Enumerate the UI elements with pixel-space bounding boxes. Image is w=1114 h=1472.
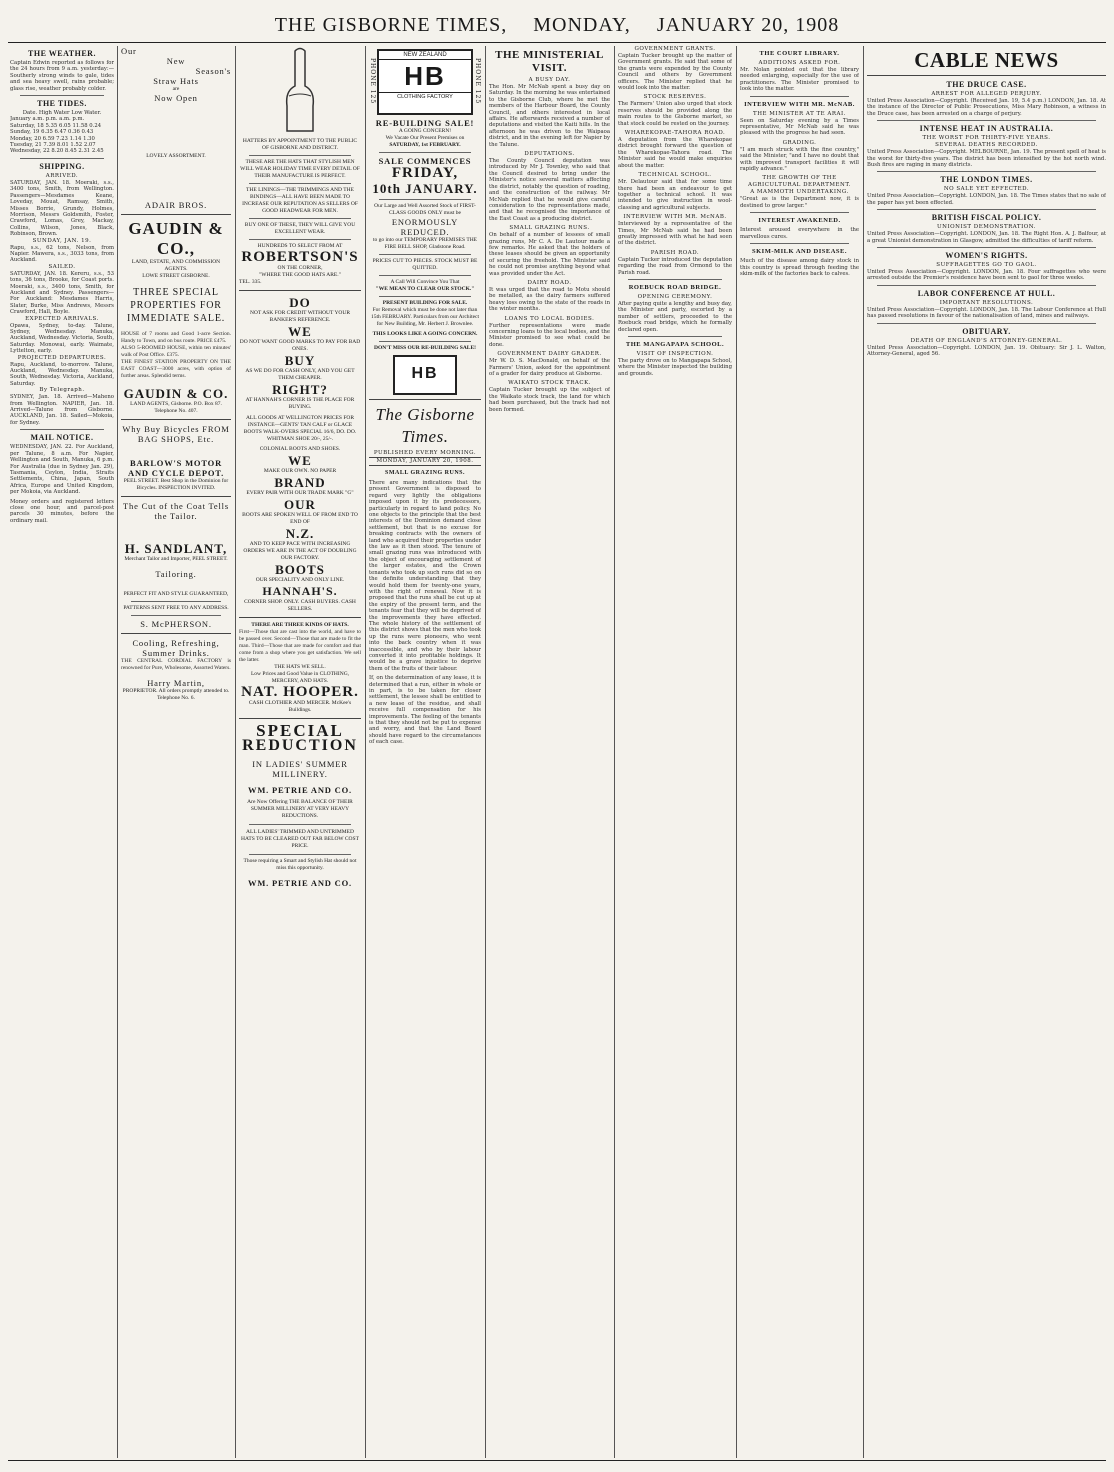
sale-commences: SALE COMMENCES (378, 156, 472, 166)
dont-miss: DON'T MISS OUR RE-BUILDING SALE! (374, 345, 476, 351)
druce-text: United Press Association—Copyright. (Received Jan. 19, 5.4 p.m.) LONDON, Jan. 18. At the instance of the Director of Public Prosecutions, Miss Mary Robinson, a witness in the Druce case, has been arrested on a charge of perjury. (867, 98, 1106, 117)
boots-text: OUR SPECIALITY AND ONLY LINE. (255, 577, 345, 584)
masthead (0, 14, 1114, 40)
petrie-title: WM. PETRIE AND CO. (248, 785, 352, 796)
tides-heading: THE TIDES. (37, 99, 87, 109)
growth-heading: THE GROWTH OF THE AGRICULTURAL DEPARTMENT. (748, 175, 851, 189)
column-divider (117, 46, 118, 1458)
labor-subheading: IMPORTANT RESOLUTIONS. (939, 299, 1034, 306)
waikato-text: Captain Tucker brought up the subject of the Waikato stock track, the land for which had been purchased, but the track had not been formed. (489, 387, 610, 413)
skim-text: Much of the disease among dairy stock in this country is spread through feeding the skim-milk of the factories back to calves. (740, 258, 859, 277)
tides-row: Sunday, 19 6.35 6.47 0.36 0.43 (10, 129, 94, 136)
parish-text: Captain Tucker introduced the deputation regarding the road from Ormond to the Parish road. (618, 256, 732, 276)
paper-day: MONDAY, (533, 14, 631, 36)
lovely-assortment: LOVELY ASSORTMENT. (146, 153, 206, 159)
heat-text: United Press Association—Copyright. MELBOURNE, Jan. 19. The present spell of heat is the worst for thirty-five years. The district has been intensified by the hot north wind. Bush fires are raging in many districts. (867, 149, 1106, 169)
hannahs-title: HANNAH'S. (262, 584, 338, 599)
requiring-text: Those requiring a Smart and Stylish Hat should not miss this opportunity. (243, 858, 357, 872)
cooling-heading: Cooling, Refreshing, Summer Drinks. (132, 638, 220, 658)
three-properties: THREE SPECIAL PROPERTIES FOR IMMEDIATE SALE. (126, 287, 226, 324)
heat-subheading-2: SEVERAL DEATHS RECORDED. (935, 142, 1038, 149)
robertson-ad (239, 46, 361, 286)
go-into: to go into our TEMPORARY PREMISES THE FIRE BELL SHOP, Gladstone Road. (372, 237, 478, 250)
skim-heading: SKIM-MILK AND DISEASE. (752, 248, 847, 256)
phone-label-left: PHONE 125 (369, 58, 376, 105)
barlow-subtitle: PEEL STREET. Best Shop in the Dominion for Bicycles. INSPECTION INVITED. (123, 478, 229, 491)
buy-text: AS WE DO FOR CASH ONLY, AND YOU GET THEM CHEAPER. (245, 368, 355, 382)
interview2-subheading: THE MINISTER AT TE ARAI. (753, 110, 846, 117)
column-divider (863, 46, 864, 1458)
sunday-heading: SUNDAY, JAN. 19. (32, 237, 92, 244)
ministerial-visit-heading: THE MINISTERIAL VISIT. (495, 49, 604, 74)
stock-heading: STOCK RESERVES. (643, 94, 707, 101)
do-word: DO (289, 295, 311, 311)
hb-logo-small (393, 355, 457, 395)
technical-text: Mr. Delautour said that for some time there had been an endeavour to get together a technical school. It was intended to give instruction in wool-classing and agricultural subjects. (618, 179, 732, 211)
present-building: PRESENT BUILDING FOR SALE. (382, 300, 468, 306)
column-1 (10, 46, 114, 1458)
on-corner: ON THE CORNER, (277, 265, 323, 272)
cordial-ad (121, 638, 231, 702)
grants-heading: GOVERNMENT GRANTS. (634, 46, 716, 52)
column-5 (489, 46, 610, 1458)
tides-table (10, 116, 114, 154)
druce-heading: THE DRUCE CASE. (946, 80, 1027, 89)
wharekopae-text: A deputation from the Wharekopae district brought forward the question of the Wharekopae-Tahora road. The Minister said he would make enquiries about the matter. (618, 137, 732, 169)
technical-heading: TECHNICAL SCHOOL. (638, 172, 712, 179)
dairy-heading: GOVERNMENT DAIRY GRADER. (497, 351, 602, 358)
tides-row: Monday, 20 6.59 7.23 1.14 1.30 (10, 135, 95, 142)
gaudin-address: LOWE STREET GISBORNE. (142, 273, 210, 279)
phone-label-right: PHONE 125 (474, 58, 481, 105)
right-word: RIGHT? (272, 382, 328, 398)
published-line: PUBLISHED EVERY MORNING. (373, 450, 477, 456)
sale-friday: FRIDAY, (391, 165, 459, 181)
opening-text: After paying quite a lengthy and busy day, the Minister and party, escorted by a number of settlers, proceeded to the Roebuck road bridge, which he formally declared open. (618, 300, 732, 333)
loans-text: Further representations were made concerning loans to the local bodies, and the Minister promised to see what could be done. (489, 322, 610, 348)
hb-clothing: CLOTHING FACTORY (379, 92, 471, 101)
enormously-reduced: ENORMOUSLY REDUCED. (391, 217, 459, 237)
special-word: SPECIAL (256, 721, 344, 741)
paper-title: THE GISBORNE TIMES, (274, 14, 508, 36)
column-divider (235, 46, 236, 1458)
fiscal-subheading: UNIONIST DEMONSTRATION. (937, 224, 1036, 231)
roads-text: It was urged that the road to Motu should be metalled, as the dairy farmers suffered heavy loss owing to the state of the roads in the winter months. (489, 286, 610, 313)
times-date: MONDAY, JANUARY 20, 1908. (369, 457, 481, 466)
property-item: HOUSE of 7 rooms and Good 1-acre Section. Handy to Town, and on bus route. PRICE £475. (121, 331, 231, 344)
interest-text: Interest aroused everywhere in the marvellous cures. (740, 227, 859, 240)
hand-hat-illustration (275, 46, 325, 136)
column-divider (485, 46, 486, 1458)
interview2-heading: INTERVIEW WITH MR. McNAB. (744, 100, 855, 108)
fiscal-heading: BRITISH FISCAL POLICY. (931, 213, 1042, 223)
heat-subheading: THE WORST FOR THIRTY-FIVE YEARS. (922, 135, 1051, 142)
grazing-text: There are many indications that the present Government is disposed to regard very lightly the obligations imposed upon it by its predecessors, particularly in regard to land policy. No one objects to the principle that the best interests of the Dominion demand close settlement, but that is no excuse for breaking contracts with the owners of land who acquired their properties under the law as it then stood. The tenure of small grazing runs was introduced with the object of encouraging settlement of the larger estates, and the Crown tenants who took up such runs did so on the definite understanding that they would hold them for twenty-one years, with the right of renewal. Now it is proposed that the runs shall be cut up at the expiry of the present term, and the tenants fear that they will be deprived of the improvements they have effected. The whole history of the settlement of this district shows that the men who took up the runs were pioneers, who went into the back country when it was inaccessible, and who by their labour converted it into profitable holdings. It would be a grave injustice to deprive them of the fruits of their labour. (369, 480, 481, 672)
hooper-title: NAT. HOOPER. (241, 684, 359, 701)
cable-news-heading: CABLE NEWS (914, 48, 1059, 72)
busy-text: The Hon. Mr McNab spent a busy day on Saturday. In the morning he was entertained to the Gisborne Club, where he met the members of the Harbour Board, the County Council, and others interested in local affairs. He afterwards received a number of deputations and visited the Kaiti hills. In the afternoon he was driven to the Waipaoa district, and in the evening left for Napier by the Talune. (489, 84, 610, 148)
parish-heading: PARISH ROAD. (650, 249, 700, 256)
mcpherson: S. McPHERSON. (140, 619, 212, 629)
our-word: OUR (284, 497, 316, 513)
sandlant-ad (121, 501, 231, 629)
column-divider (614, 46, 615, 1458)
telegraph-heading: By Telegraph. (39, 387, 85, 394)
bottom-rule (8, 1460, 1106, 1461)
interview2-text: Seen on Saturday evening by a Times representative, Mr McNab said he was pleased with the progress he had seen. (740, 117, 859, 137)
going-concern: A GOING CONCERN! (398, 128, 452, 134)
hb-letters-small: HB (411, 365, 439, 382)
mean-clear: "WE MEAN TO CLEAR OUR STOCK." (375, 286, 475, 292)
expected-heading: EXPECTED ARRIVALS. (25, 315, 99, 322)
women-text: United Press Association—Copyright. LONDON, Jan. 18. Four suffragettes who were arrested outside the Premier's residence have been sent to gaol for three weeks. (867, 269, 1106, 282)
court-heading: THE COURT LIBRARY. (759, 50, 840, 57)
tides-row: Wednesday, 22 8.20 8.45 2.31 2.45 (10, 148, 104, 155)
three-kinds-text: First—Those that are cast into the world, and have to be passed over. Second—Those that are made to fit the man. Third—Those that are made for comfort and that come from a shop where you get satisfaction. We sell the latter. (239, 629, 361, 664)
cordial-text: THE CENTRAL CORDIAL FACTORY is renowned for Pure, Wholesome, Assorted Waters. (121, 658, 231, 671)
deputations-text: The County Council deputation was introduced by Mr J. Townley, who said that the Council desired to bring under the Minister's notice several matters affecting the district, notably the question of roading, and the construction of the railway. Mr McNab replied that he would give careful consideration to the representations made, and that he recognised the importance of the East Coast as a producing district. (489, 158, 610, 222)
boots-word: BOOTS (275, 562, 325, 578)
call-convince: A Call Will Convince You That (390, 279, 460, 285)
money-orders-text: Money orders and registered letters close one hour, and parcel-post parcels 30 minutes, before the ordinary mail. (10, 498, 114, 524)
we-word: WE (288, 324, 312, 340)
top-rule (8, 42, 1106, 43)
grazing2-heading: SMALL GRAZING RUNS. (509, 225, 590, 232)
tides-row: January a.m. p.m. a.m. p.m. (10, 116, 85, 123)
brand-word: BRAND (274, 475, 326, 491)
reduction-word: REDUCTION (242, 737, 358, 755)
fiscal-text: United Press Association—Copyright. LONDON, Jan. 18. The Right Hon. A. J. Balfour, at a great Unionist demonstration in Glasgow, admitted the difficulties of tariff reform. (867, 231, 1106, 244)
hatters-appointment: HATTERS BY APPOINTMENT TO THE PUBLIC OF GISBORNE AND DISTRICT. (242, 138, 358, 152)
loans-heading: LOANS TO LOCAL BODIES. (504, 315, 595, 322)
heat-heading: INTENSE HEAT IN AUSTRALIA. (919, 124, 1054, 134)
property-item: THE FINEST STATION PROPERTY ON THE EAST COAST—3000 acres, with option of further areas. Splendid terms. (121, 359, 231, 379)
grading-heading: GRADING. (782, 139, 817, 146)
obituary-subheading: DEATH OF ENGLAND'S ATTORNEY-GENERAL. (910, 337, 1063, 344)
season-line: New (166, 56, 186, 66)
column-divider (736, 46, 737, 1458)
projected-heading: PROJECTED DEPARTURES. (17, 354, 107, 361)
column-divider (365, 46, 366, 1458)
court-subheading: ADDITIONS ASKED FOR. (758, 60, 841, 66)
sandlant-title: H. SANDLANT, (124, 541, 228, 556)
visit-text: The party drove on to Mangapapa School, where the Minister inspected the building and grounds. (618, 358, 732, 377)
gaudin-title: GAUDIN & CO., (128, 219, 224, 258)
ladies-millinery: IN LADIES' SUMMER MILLINERY. (252, 759, 348, 780)
removal-text: For Removal which must be done not later than 15th FEBRUARY. Particulars from our Architect for New Building, Mr. Herbert J. Brownlee. (370, 307, 480, 327)
buy-one-text: BUY ONE OF THESE, THEY WILL GIVE YOU EXCELLENT WEAR. (244, 222, 356, 236)
grazing-text-2: If, on the determination of any lease, it is determined that a run, either in whole or in part, is to be taken for closer settlement, the lessee shall be entitled to a new lease of the residue, and shall receive full compensation for his improvements. The feeling of the tenants is that they should not be put to expense and worry, and that the Land Board should have regard to the circumstances of each case. (369, 675, 481, 746)
prices-cut: PRICES CUT TO PIECES. STOCK MUST BE QUITTED. (372, 258, 478, 271)
right-text: AT HANNAH'S CORNER IS THE PLACE FOR BUYING. (245, 397, 355, 411)
times-heading: The Gisborne Times. (375, 405, 475, 446)
do-text: NOT ASK FOR CREDIT WITHOUT YOUR BANKER'S REFERENCE. (249, 310, 351, 324)
all-ladies: ALL LADIES' TRIMMED AND UNTRIMMED HATS TO BE CLEARED OUT FAR BELOW COST PRICE. (241, 829, 359, 850)
gaudin-title-2: GAUDIN & CO. (123, 386, 229, 401)
nz-word: N.Z. (285, 526, 315, 542)
why-buy: Why Buy Bicycles FROM BAG SHOPS, Etc. (122, 424, 230, 444)
times-news-heading: THE LONDON TIMES. (940, 175, 1033, 185)
column-3 (239, 46, 361, 1458)
telegraph-text: SYDNEY, Jan. 18. Arrived—Maheno from Wellington. NAPIER, Jan. 18. Arrived—Talune from Gisborne. AUCKLAND, Jan. 18. Sailed—Mokoia, for Sydney. (10, 394, 114, 426)
buy-word: BUY (284, 353, 316, 369)
adair-bros: ADAIR BROS. (144, 200, 208, 210)
tides-columns: Date. High Water Low Water. (22, 110, 102, 117)
three-kinds-heading: THERE ARE THREE KINDS OF HATS. (251, 622, 349, 629)
hb-letters: HB (404, 61, 446, 91)
season-line: Now Open (154, 93, 198, 103)
grazing-heading: SMALL GRAZING RUNS. (384, 470, 465, 476)
waikato-heading: WAIKATO STOCK TRACK. (508, 380, 591, 387)
rebuilding-sale: RE-BUILDING SALE! (375, 118, 475, 128)
times-news-text: United Press Association—Copyright. LONDON, Jan. 18. The Times states that no sale of the paper has yet been effected. (867, 193, 1106, 206)
labor-text: United Press Association—Copyright. LONDON, Jan. 18. The Labour Conference at Hull has passed resolutions in favour of the nationalisation of land, mines and railways. (867, 306, 1106, 320)
sunday-text: Rapu, s.s., 62 tons, Nelson, from Napier. Mawera, s.s., 3033 tons, from Auckland. (10, 244, 114, 264)
saturday-feb: SATURDAY, 1st FEBRUARY. (389, 142, 461, 148)
busy-day: A BUSY DAY. (528, 77, 571, 83)
straw-hats-ad (121, 46, 231, 210)
shipping-heading: SHIPPING. (39, 161, 85, 171)
grading-text: "I am much struck with the fine country," said the Minister, "and I have no doubt that with improved transport facilities it will rapidly advance." (740, 146, 859, 173)
opening-heading: OPENING CEREMONY. (637, 293, 713, 300)
roads-heading: DAIRY ROAD. (527, 279, 572, 286)
tel-number: TEL. 335. (239, 279, 262, 286)
hb-logo (377, 49, 473, 115)
barlow-ad (121, 424, 231, 492)
tides-row: Saturday, 18 5.35 6.05 11.58 0.24 (10, 122, 102, 129)
season-line: Season's (195, 66, 231, 76)
perfect-fit: PERFECT FIT AND STYLE GUARANTEED, (123, 591, 229, 597)
nz-text: AND TO KEEP PACE WITH INCREASING ORDERS WE ARE IN THE ACT OF DOUBLING OUR FACTORY. (243, 541, 357, 562)
women-heading: WOMEN'S RIGHTS. (945, 251, 1028, 261)
women-subheading: SUFFRAGETTES GO TO GAOL. (936, 262, 1037, 269)
looks-like: THIS LOOKS LIKE A GOING CONCERN. (372, 331, 478, 337)
cut-heading: The Cut of the Coat Tells the Tailor. (123, 501, 229, 521)
hundreds-text: HUNDREDS TO SELECT FROM AT (257, 243, 343, 250)
times-news-subheading: NO SALE YET EFFECTED. (943, 186, 1030, 193)
hb-ad (369, 49, 481, 395)
labor-heading: LABOR CONFERENCE AT HULL. (917, 288, 1056, 298)
visit-inspection: VISIT OF INSPECTION. (636, 351, 714, 357)
sale-date: 10th JANUARY. (372, 181, 478, 196)
mangapapa-heading: THE MANGAPAPA SCHOOL. (625, 341, 725, 348)
petrie-ad (239, 723, 361, 888)
column-6 (618, 46, 732, 1458)
season-line: Straw Hats (153, 76, 199, 86)
roebuck-heading: ROEBUCK ROAD BRIDGE. (628, 283, 722, 291)
obituary-text: United Press Association—Copyright. LONDON, Jan. 19. Obituary: Sir J. L. Walton, Attorney-General, aged 56. (867, 344, 1106, 358)
brand-text: EVERY PAIR WITH OUR TRADE MARK "G" (246, 490, 354, 497)
wharekopae-heading: WHAREKOPAE-TAHORA ROAD. (624, 130, 726, 137)
season-line: Our (121, 46, 137, 56)
paper-date: JANUARY 20, 1908 (656, 14, 840, 36)
stock-text: The Farmers' Union also urged that stock reserves should be provided along the main routes to the Gisborne market, so that stock could be rested on the journey. (618, 101, 732, 127)
hb-nz: NEW ZEALAND (379, 51, 471, 60)
column-7 (740, 46, 859, 1458)
court-text: Mr. Nolan pointed out that the library needed enlarging, especially for the use of practitioners. The Minister promised to look into the matter. (740, 67, 859, 93)
we-sell: THE HATS WE SELL. (274, 664, 326, 671)
barlow-title: BARLOW'S MOTOR AND CYCLE DEPOT. (128, 458, 224, 478)
arrived-heading: ARRIVED. (45, 172, 79, 179)
gaudin-ad (121, 219, 231, 415)
arrived-text: SATURDAY, JAN. 18. Moeraki, s.s., 3400 tons, Smith, from Wellington. Passengers—Mesdames Keane, Loveday, Mouat, Ramsay, Smith, Misses Borrie, Grundy, Holmes, Morrison, Messrs Goldsmith, Foster, Crawford, Lomas, Grey, Mackay, Collins, Wilson, Jones, Black, Robinson, Brown. (10, 179, 114, 238)
column-4 (369, 46, 481, 1458)
growth-subheading: A MAMMOTH UNDERTAKING. (750, 189, 849, 196)
good-hats: "WHERE THE GOOD HATS ARE." (259, 272, 341, 279)
we2-text: MAKE OUR OWN. NO PAPER (263, 468, 337, 475)
dairy-text: Mr W. D. S. MacDonald, on behalf of the Farmers' Union, asked for the appointment of a grader for dairy produce at Gisborne. (489, 358, 610, 378)
deputations-heading: DEPUTATIONS. (524, 151, 575, 158)
we2-word: WE (288, 453, 312, 469)
column-2 (121, 46, 231, 1458)
robertson-title: ROBERTSON'S (241, 249, 359, 266)
petrie-title-2: WM. PETRIE AND CO. (248, 878, 352, 889)
weather-heading: THE WEATHER. (28, 49, 96, 58)
low-prices: Low Prices and Good Value in CLOTHING, MERCERY, AND HATS. (250, 671, 350, 685)
tailoring: Tailoring. (155, 569, 197, 579)
interest-heading: INTEREST AWAKENED. (758, 217, 841, 225)
harry-subtitle: PROPRIETOR. All orders promptly attended to. Telephone No. 6. (122, 688, 230, 701)
hannahs-ad (239, 295, 361, 613)
vacate-text: We Vacate Our Present Premises on (385, 135, 465, 141)
linings-text: THE LININGS—THE TRIMMINGS AND THE BINDINGS—ALL HAVE BEEN MADE TO INCREASE OUR REPUTATION AS SELLERS OF GOOD HEADWEAR FOR MEN. (242, 187, 358, 215)
gaudin-subtitle: LAND, ESTATE, AND COMMISSION AGENTS. (131, 259, 221, 272)
expected-text: Opawa, Sydney, to-day. Talune, Sydney, Wednesday. Manuka, Auckland, Wednesday. Victoria, South, Saturday. Monowai, early. Waimate, Lyttelton, early. (10, 322, 114, 355)
interview-text: Interviewed by a representative of the Times, Mr McNab said he had been greatly impressed with what he had seen of the district. (618, 221, 732, 247)
projected-text: Rapu, Auckland, to-morrow. Talune, Auckland, Wednesday. Manuka, South, Wednesday. Victoria, Auckland, Saturday. (10, 361, 114, 387)
interview-heading: INTERVIEW WITH MR. McNAB. (623, 214, 727, 221)
hooper-subtitle: CASH CLOTHIER AND MERCER. McKee's Buildings. (248, 700, 352, 714)
patterns-sent: PATTERNS SENT FREE TO ANY ADDRESS. (123, 605, 229, 611)
grants-text: Captain Tucker brought up the matter of Government grants. He said that some of the grants were expended by the County Council and others by Government officers. The Minister replied that he would look into the matter. (618, 53, 732, 92)
season-line: are (172, 86, 180, 92)
growth-text: "Great as is the Department now, it is destined to grow larger." (740, 196, 859, 209)
weather-text: Captain Edwin reported as follows for the 24 hours from 9 a.m. yesterday:—Southerly strong winds to gale, tides and sea heavy swell, rains probable; glass rise, weather probably colder. (10, 60, 114, 92)
these-are-hats: THESE ARE THE HATS THAT STYLISH MEN WILL WEAR HOLIDAY TIME EVERY DETAIL OF THEIR MANUFACTURE IS PERFECT. (240, 159, 360, 180)
goods-text: ALL GOODS AT WELLINGTON PRICES FOR INSTANCE—GENTS' TAN CALF or GLACE BOOTS WALK-OVERS SPECIAL 16/6, DO. DO. WHITMAN SHOE 20/-, 25/-. (243, 415, 357, 443)
obituary-heading: OBITUARY. (962, 326, 1011, 336)
mail-text: WEDNESDAY, JAN. 22. For Auckland, per Talune, 8 a.m. For Napier, Wellington and South, Manuka, 6 p.m. For Australia (due in Sydney Jan. 29), Tasmania, Ceylon, India, Straits Settlements, China, Japan, South Africa, Europe and United Kingdom, per Mokoia, via Auckland. (10, 444, 114, 496)
column-8 (867, 46, 1106, 1458)
sailed-heading: SAILED. (48, 263, 76, 270)
hannahs-subtitle: CORNER SHOP. ONLY. CASH BUYERS. CASH SELLERS. (244, 599, 356, 613)
property-item: ALSO 5-ROOMED HOUSE, within ten minutes' walk of Post Office. £375. (121, 345, 231, 358)
gaudin-contact: LAND AGENTS, Gisborne. P.O. Box 87. Telephone No. 407. (130, 401, 222, 414)
sandlant-subtitle: Merchant Tailor and Importer, PEEL STREET. (124, 556, 228, 562)
mail-heading: MAIL NOTICE. (30, 433, 94, 443)
now-offering: Are Now Offering THE BALANCE OF THEIR SUMMER MILLINERY AT VERY HEAVY REDUCTIONS. (247, 799, 353, 820)
large-stock: Our Large and Well Assorted Stock of FIRST-CLASS GOODS ONLY must be (374, 203, 476, 216)
we-text: DO NOT WANT GOOD MARKS TO PAY FOR BAD ONES. (239, 339, 361, 353)
colonial-text: COLONIAL BOOTS AND SHOES. (259, 446, 341, 453)
grazing2-text: On behalf of a number of lessees of small grazing runs, Mr C. A. De Lautour made a few remarks. He asked that the holders of these leases should be given an opportunity of securing the freehold. The Minister said he could not promise anything beyond what was provided under the Act. (489, 232, 610, 277)
our-text: BOOTS ARE SPOKEN WELL OF FROM END TO END OF (242, 512, 358, 526)
tides-row: Tuesday, 21 7.39 8.01 1.52 2.07 (10, 142, 96, 149)
sailed-text: SATURDAY, JAN. 18. Kereru, s.s., 53 tons, 36 tons, Brooke, for Coast ports. Moeraki, s.s., 3400 tons, Smith, for Auckland and Sydney. Passengers—For Auckland: Mesdames Harris, Slater, Burke, Miss Andrews, Messrs Crawford, Hall, Boyle. (10, 270, 114, 316)
druce-subheading: ARREST FOR ALLEGED PERJURY. (931, 91, 1042, 97)
hooper-ad (239, 622, 361, 714)
harry-martin: Harry Martin, (147, 678, 205, 688)
